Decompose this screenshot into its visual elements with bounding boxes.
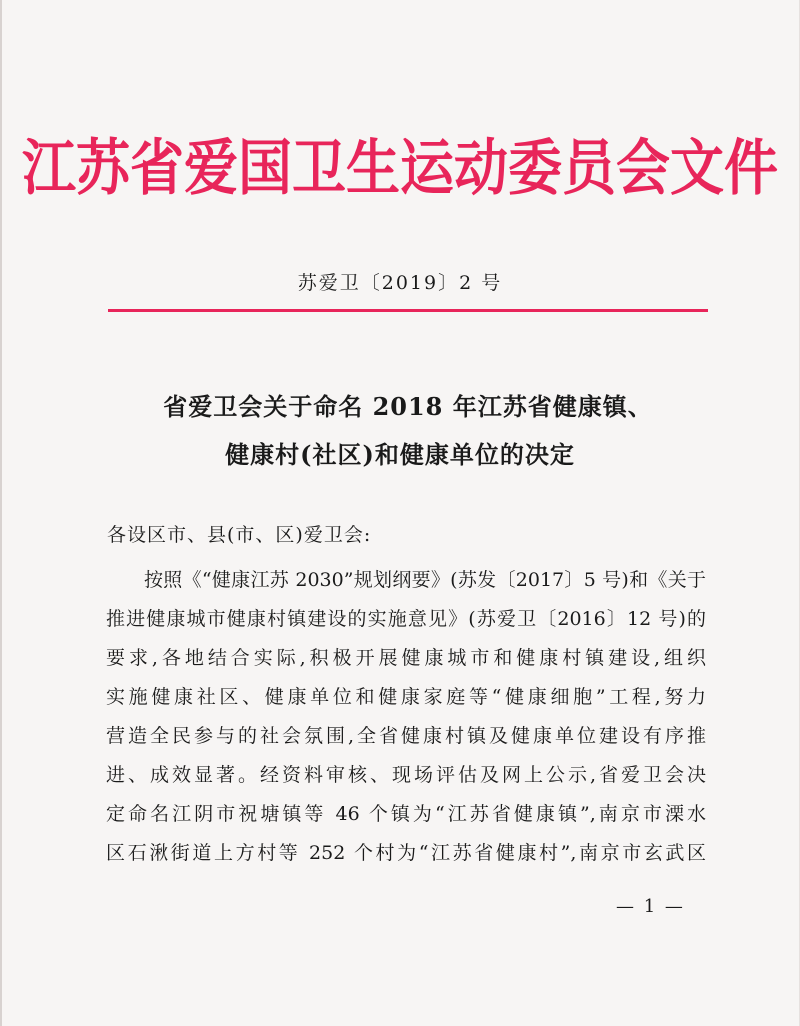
body-line: 推进健康城市健康村镇建设的实施意见》(苏爱卫〔2016〕12 号)的 <box>106 608 706 630</box>
document-number: 苏爱卫〔2019〕2 号 <box>297 272 503 294</box>
body-line: 营造全民参与的社会氛围,全省健康村镇及健康单位建设有序推 <box>106 725 706 747</box>
body-line: 区石湫街道上方村等 252 个村为“江苏省健康村”,南京市玄武区 <box>106 842 706 864</box>
document-masthead: 江苏省爱国卫生运动委员会文件 <box>22 131 778 204</box>
document-title-line-1: 省爱卫会关于命名 2018 年江苏省健康镇、 <box>163 392 653 421</box>
red-divider-line <box>108 309 708 312</box>
salutation: 各设区市、县(市、区)爱卫会: <box>107 524 372 546</box>
body-line: 实施健康社区、健康单位和健康家庭等“健康细胞”工程,努力 <box>106 686 706 708</box>
body-line: 要求,各地结合实际,积极开展健康城市和健康村镇建设,组织 <box>106 647 706 669</box>
body-line: 进、成效显著。经资料审核、现场评估及网上公示,省爱卫会决 <box>106 764 706 786</box>
body-line: 按照《“健康江苏 2030”规划纲要》(苏发〔2017〕5 号)和《关于 <box>144 569 706 591</box>
page-number: — 1 — <box>616 896 685 917</box>
document-title-line-2: 健康村(社区)和健康单位的决定 <box>225 440 575 469</box>
body-line: 定命名江阴市祝塘镇等 46 个镇为“江苏省健康镇”,南京市溧水 <box>106 803 706 825</box>
